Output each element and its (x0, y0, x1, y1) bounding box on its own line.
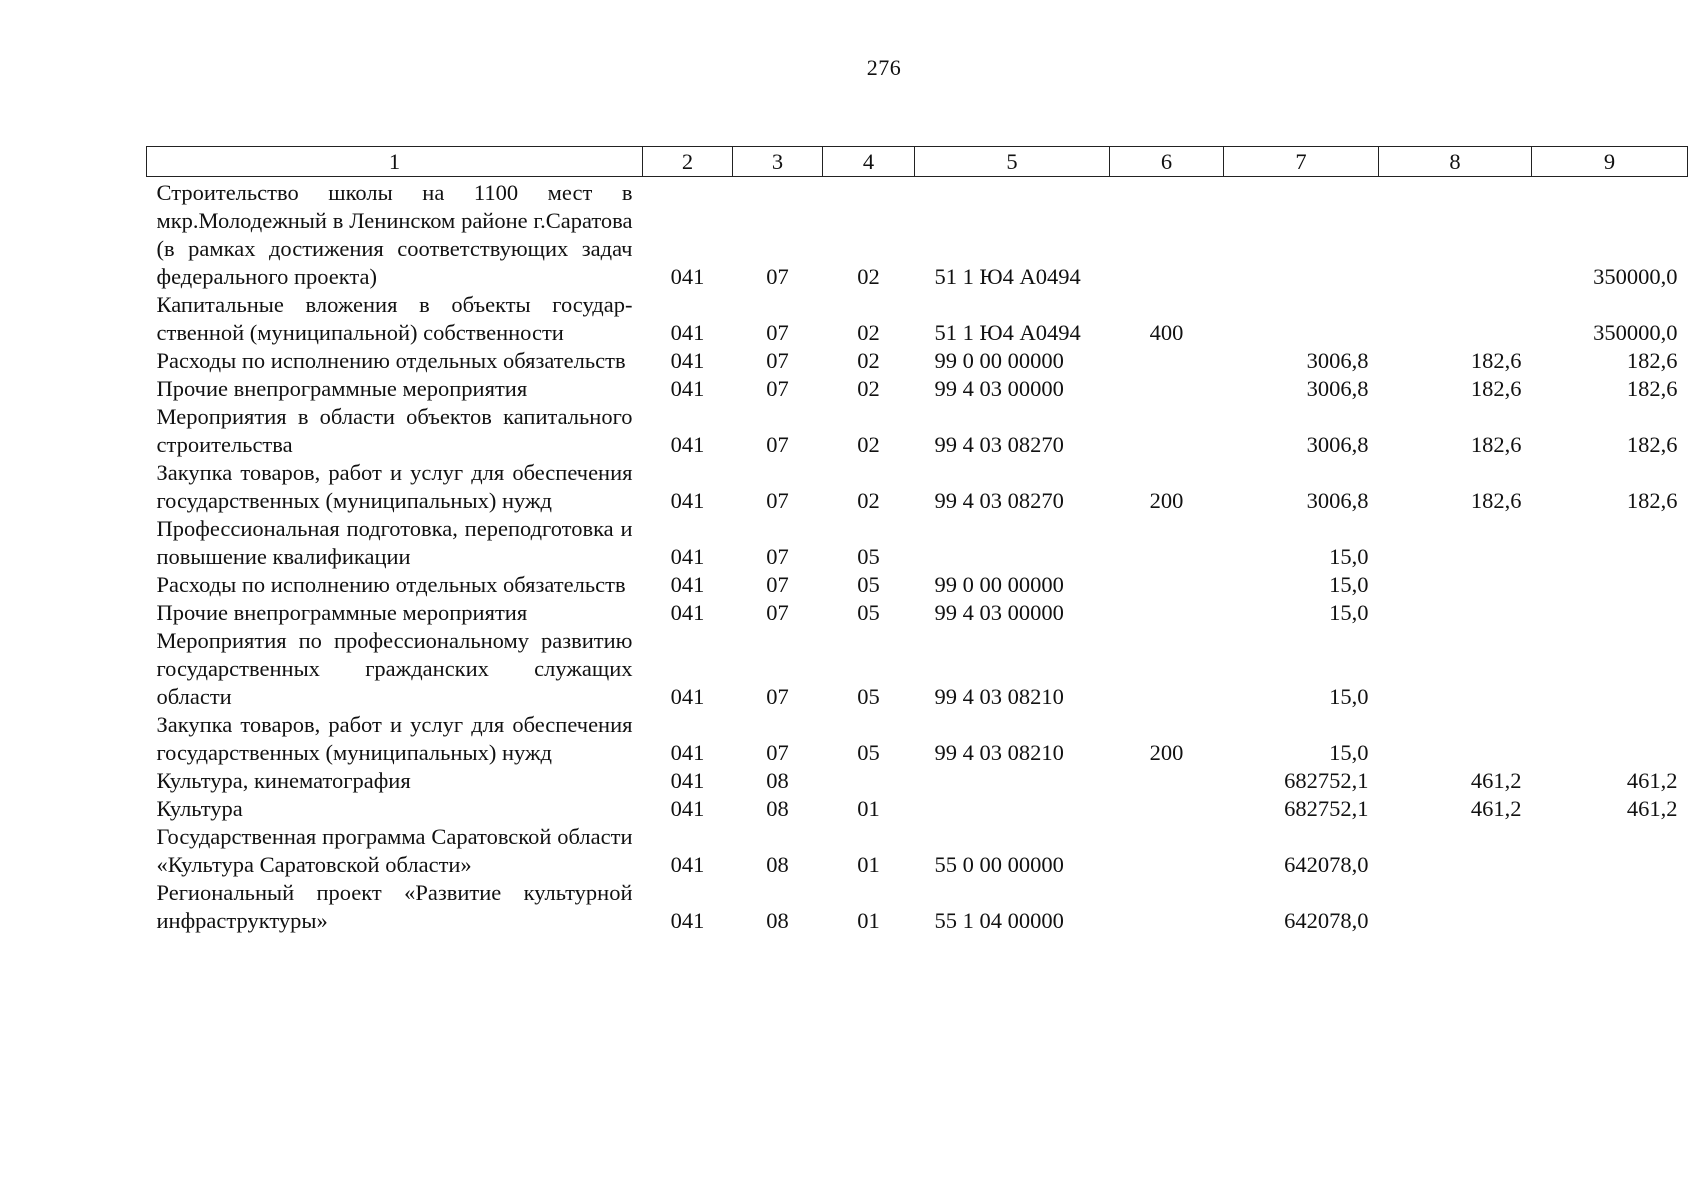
row-target-article: 55 0 00 00000 (934, 852, 1064, 877)
row-target-article: 99 4 03 08210 (934, 740, 1064, 765)
row-subsection-code: 02 (857, 264, 880, 289)
row-name-cell: Закупка товаров, работ и услуг для обеспечения государственных (муниципальных) нужд (156, 460, 633, 513)
row-amount-col-7: 15,0 (1329, 572, 1369, 597)
row-name-cell: Культура, кинематография (156, 768, 411, 793)
row-ministry-code: 041 (670, 768, 705, 793)
row-section-code: 07 (766, 572, 789, 597)
row-target-article (915, 795, 1110, 823)
row-target-article: 99 4 03 00000 (934, 600, 1064, 625)
row-amount-col-9 (1532, 879, 1688, 935)
row-target-article: 51 1 Ю4 А0494 (934, 320, 1081, 345)
table-row (147, 879, 1688, 935)
row-amount-col-7: 3006,8 (1306, 432, 1369, 457)
table-row (147, 767, 1688, 795)
row-amount-col-8: 182,6 (1470, 348, 1522, 373)
row-amount-col-9: 461,2 (1626, 796, 1678, 821)
row-amount-col-7: 682752,1 (1284, 768, 1369, 793)
row-ministry-code: 041 (670, 348, 705, 373)
table-row (147, 291, 1688, 347)
header-col-6: 6 (1110, 147, 1224, 177)
row-amount-col-8 (1379, 177, 1532, 292)
row-expense-type (1110, 767, 1224, 795)
row-amount-col-7: 15,0 (1329, 684, 1369, 709)
row-name-cell: Капитальные вложения в объекты государственной (муниципальной) собственности (156, 292, 633, 345)
row-amount-col-9: 182,6 (1626, 432, 1678, 457)
row-name-cell: Государственная программа Саратовской области «Культура Саратовской области» (156, 824, 633, 877)
row-ministry-code: 041 (670, 432, 705, 457)
row-subsection-code: 02 (857, 320, 880, 345)
row-ministry-code: 041 (670, 488, 705, 513)
row-section-code: 07 (766, 488, 789, 513)
row-target-article (915, 767, 1110, 795)
row-amount-col-8 (1379, 515, 1532, 571)
row-amount-col-7 (1224, 177, 1379, 292)
row-amount-col-7: 3006,8 (1306, 348, 1369, 373)
row-section-code: 07 (766, 740, 789, 765)
row-amount-col-9: 182,6 (1626, 376, 1678, 401)
row-amount-col-9 (1532, 711, 1688, 767)
row-amount-col-8 (1379, 627, 1532, 711)
header-col-3: 3 (733, 147, 823, 177)
row-section-code: 07 (766, 348, 789, 373)
row-section-code: 08 (766, 796, 789, 821)
row-section-code: 07 (766, 432, 789, 457)
row-section-code: 08 (766, 852, 789, 877)
row-name-cell: Строительство школы на 1100 мест в мкр.Молодежный в Ленинском районе г.Саратова (в рамках достижения соответствующих задач федерального проекта) (156, 180, 633, 289)
table-row (147, 459, 1688, 515)
row-name-cell: Мероприятия в области объектов капитального строительства (156, 404, 633, 457)
row-subsection-code: 02 (857, 488, 880, 513)
row-ministry-code: 041 (670, 908, 705, 933)
row-target-article: 99 4 03 08210 (934, 684, 1064, 709)
row-amount-col-9: 182,6 (1626, 488, 1678, 513)
row-amount-col-8: 182,6 (1470, 376, 1522, 401)
row-amount-col-8: 461,2 (1470, 796, 1522, 821)
row-expense-type (1110, 795, 1224, 823)
row-name-cell: Прочие внепрограммные мероприятия (156, 376, 528, 401)
row-amount-col-8 (1379, 291, 1532, 347)
row-ministry-code: 041 (670, 796, 705, 821)
row-subsection-code: 05 (857, 544, 880, 569)
row-name-cell: Мероприятия по профессиональному развитию государственных гражданских служащих области (156, 628, 633, 709)
row-target-article: 55 1 04 00000 (934, 908, 1064, 933)
row-amount-col-8 (1379, 571, 1532, 599)
table-row (147, 823, 1688, 879)
row-target-article: 99 4 03 08270 (934, 488, 1064, 513)
row-expense-type (1110, 177, 1224, 292)
table-row (147, 515, 1688, 571)
row-amount-col-7: 3006,8 (1306, 488, 1369, 513)
row-amount-col-9: 182,6 (1626, 348, 1678, 373)
row-name-cell: Профессиональная подготовка, переподготовка и повышение квалификации (156, 516, 633, 569)
row-name-cell: Закупка товаров, работ и услуг для обеспечения государственных (муниципальных) нужд (156, 712, 633, 765)
row-amount-col-9 (1532, 515, 1688, 571)
row-amount-col-9 (1532, 571, 1688, 599)
header-col-1: 1 (147, 147, 643, 177)
row-expense-type (1110, 879, 1224, 935)
row-expense-type (1110, 571, 1224, 599)
row-section-code: 07 (766, 544, 789, 569)
row-expense-type (1110, 599, 1224, 627)
row-expense-type: 200 (1149, 488, 1184, 513)
row-name-cell: Расходы по исполнению отдельных обязательств (156, 348, 626, 373)
row-target-article: 51 1 Ю4 А0494 (934, 264, 1081, 289)
row-subsection-code: 05 (857, 572, 880, 597)
row-expense-type (1110, 515, 1224, 571)
row-amount-col-7: 15,0 (1329, 600, 1369, 625)
row-amount-col-8 (1379, 599, 1532, 627)
row-amount-col-9: 350000,0 (1593, 320, 1678, 345)
row-section-code: 07 (766, 264, 789, 289)
row-section-code: 07 (766, 684, 789, 709)
row-ministry-code: 041 (670, 684, 705, 709)
row-amount-col-7: 642078,0 (1284, 908, 1369, 933)
row-ministry-code: 041 (670, 264, 705, 289)
row-ministry-code: 041 (670, 740, 705, 765)
row-target-article: 99 0 00 00000 (934, 572, 1064, 597)
budget-table (146, 146, 1688, 935)
row-ministry-code: 041 (670, 376, 705, 401)
row-amount-col-8: 461,2 (1470, 768, 1522, 793)
row-name-cell: Культура (156, 796, 243, 821)
row-section-code: 07 (766, 376, 789, 401)
row-subsection-code: 02 (857, 432, 880, 457)
row-expense-type (1110, 627, 1224, 711)
row-expense-type: 200 (1149, 740, 1184, 765)
table-row (147, 347, 1688, 375)
header-row (147, 147, 1688, 177)
row-amount-col-7: 3006,8 (1306, 376, 1369, 401)
row-ministry-code: 041 (670, 852, 705, 877)
row-subsection-code: 05 (857, 740, 880, 765)
header-col-8: 8 (1379, 147, 1532, 177)
row-subsection-code: 01 (857, 908, 880, 933)
row-expense-type (1110, 347, 1224, 375)
row-section-code: 07 (766, 600, 789, 625)
table-row (147, 375, 1688, 403)
row-expense-type (1110, 823, 1224, 879)
row-ministry-code: 041 (670, 544, 705, 569)
header-col-9: 9 (1532, 147, 1688, 177)
table-header (147, 147, 1688, 177)
row-expense-type (1110, 375, 1224, 403)
row-target-article: 99 0 00 00000 (934, 348, 1064, 373)
row-amount-col-7: 682752,1 (1284, 796, 1369, 821)
row-subsection-code: 02 (857, 376, 880, 401)
row-section-code: 08 (766, 908, 789, 933)
table-row (147, 795, 1688, 823)
row-name-cell: Региональный проект «Развитие культурной инфраструктуры» (156, 880, 633, 933)
row-expense-type: 400 (1149, 320, 1184, 345)
row-amount-col-7: 15,0 (1329, 740, 1369, 765)
table-row (147, 177, 1688, 292)
header-col-4: 4 (823, 147, 915, 177)
header-col-2: 2 (643, 147, 733, 177)
table-body (147, 177, 1688, 936)
row-amount-col-9 (1532, 599, 1688, 627)
page-number: 276 (866, 55, 902, 80)
row-subsection-code: 01 (857, 852, 880, 877)
row-amount-col-7: 642078,0 (1284, 852, 1369, 877)
row-subsection-code: 01 (857, 796, 880, 821)
table-row (147, 403, 1688, 459)
table-row (147, 599, 1688, 627)
row-ministry-code: 041 (670, 320, 705, 345)
row-ministry-code: 041 (670, 600, 705, 625)
row-subsection-code: 05 (857, 684, 880, 709)
row-target-article: 99 4 03 08270 (934, 432, 1064, 457)
row-amount-col-8: 182,6 (1470, 488, 1522, 513)
table-row (147, 711, 1688, 767)
row-amount-col-9: 350000,0 (1593, 264, 1678, 289)
row-amount-col-7: 15,0 (1329, 544, 1369, 569)
table-row (147, 627, 1688, 711)
row-amount-col-8: 182,6 (1470, 432, 1522, 457)
row-section-code: 08 (766, 768, 789, 793)
row-amount-col-8 (1379, 823, 1532, 879)
row-amount-col-7 (1224, 291, 1379, 347)
row-amount-col-8 (1379, 711, 1532, 767)
row-subsection-code (823, 767, 915, 795)
row-subsection-code: 05 (857, 600, 880, 625)
row-expense-type (1110, 403, 1224, 459)
row-target-article (915, 515, 1110, 571)
row-amount-col-9: 461,2 (1626, 768, 1678, 793)
row-name-cell: Прочие внепрограммные мероприятия (156, 600, 528, 625)
row-amount-col-8 (1379, 879, 1532, 935)
row-amount-col-9 (1532, 823, 1688, 879)
row-section-code: 07 (766, 320, 789, 345)
row-amount-col-9 (1532, 627, 1688, 711)
row-target-article: 99 4 03 00000 (934, 376, 1064, 401)
header-col-5: 5 (915, 147, 1110, 177)
row-ministry-code: 041 (670, 572, 705, 597)
row-subsection-code: 02 (857, 348, 880, 373)
row-name-cell: Расходы по исполнению отдельных обязательств (156, 572, 626, 597)
header-col-7: 7 (1224, 147, 1379, 177)
table-row (147, 571, 1688, 599)
